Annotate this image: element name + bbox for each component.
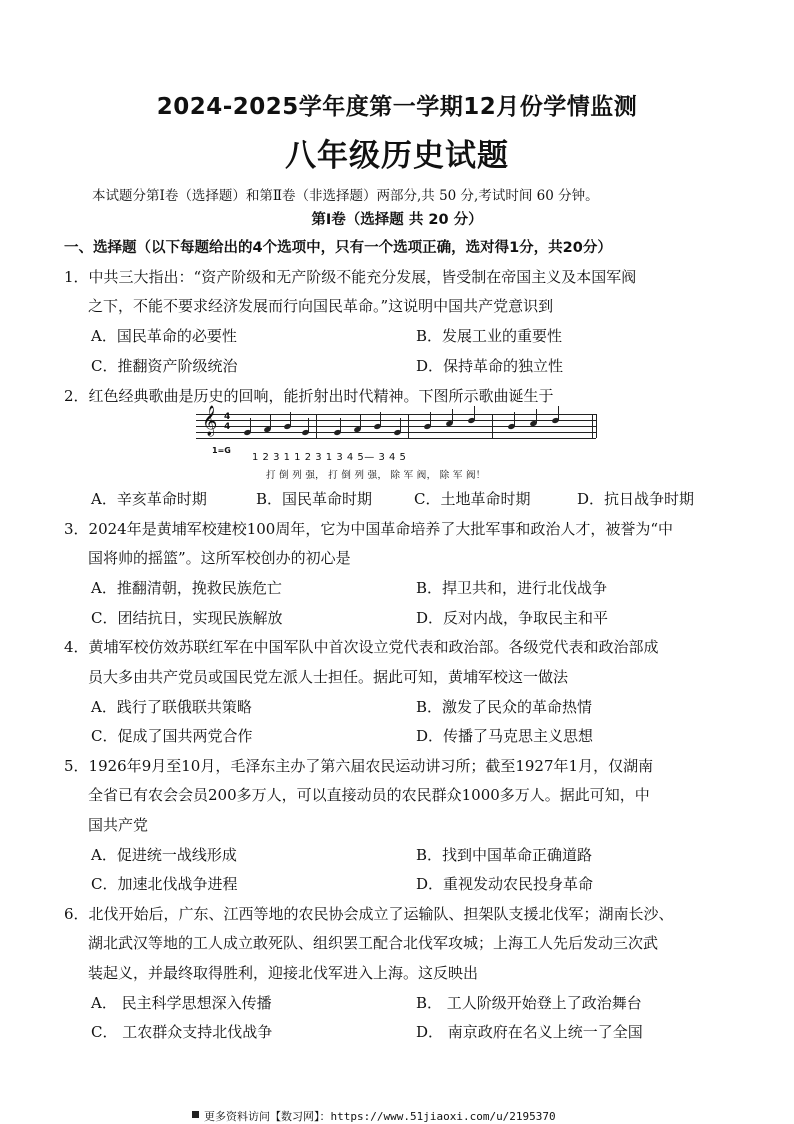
q1-option-d: D．保持革命的独立性	[416, 357, 564, 375]
q2-option-a: A．辛亥革命时期	[91, 490, 207, 508]
q4-option-c: C．促成了国共两党合作	[91, 727, 253, 745]
q4-option-a: A．践行了联俄联共策略	[91, 698, 252, 716]
q5-stem-line2: 全省已有农会会员200多万人，可以直接动员的农民群众1000多万人。据此可知，中	[88, 786, 650, 804]
q1-stem-line2: 之下，不能不要求经济发展而行向国民革命。”这说明中国共产党意识到	[88, 297, 554, 315]
music-key: 1=G	[212, 446, 231, 455]
time-signature: 4 4	[224, 412, 231, 432]
q4-stem-line1: 4．黄埔军校仿效苏联红军在中国军队中首次设立党代表和政治部。各级党代表和政治部成	[64, 638, 659, 656]
q1-option-b: B．发展工业的重要性	[416, 327, 563, 345]
q6-stem-line2: 湖北武汉等地的工人成立敢死队、组织罢工配合北伐军攻城；上海工人先后发动三次武	[88, 934, 659, 952]
q2-option-c: C．土地革命时期	[414, 490, 531, 508]
q5-option-c: C．加速北伐战争进程	[91, 875, 238, 893]
q4-stem-line2: 员大多由共产党员或国民党左派人士担任。据此可知，黄埔军校这一做法	[88, 668, 569, 686]
q5-option-d: D．重视发动农民投身革命	[416, 875, 594, 893]
q6-stem-line1: 6．北伐开始后，广东、江西等地的农民协会成立了运输队、担架队支援北伐军；湖南长沙、	[64, 905, 674, 923]
music-lyrics: 打 倒 列 强， 打 倒 列 强， 除 军 阀， 除 军 阀！	[266, 470, 486, 481]
q2-option-d: D．抗日战争时期	[577, 490, 695, 508]
q5-stem-line1: 5．1926年9月至10月，毛泽东主办了第六届农民运动讲习所；截至1927年1月，仅湖南	[64, 757, 654, 775]
q1-option-a: A．国民革命的必要性	[91, 327, 237, 345]
q6-option-b: B． 工人阶级开始登上了政治舞台	[416, 994, 642, 1012]
q2-stem-line1: 2．红色经典歌曲是历史的回响，能折射出时代精神。下图所示歌曲诞生于	[64, 387, 554, 405]
q3-stem-line2: 国将帅的摇篮”。这所军校创办的初心是	[88, 549, 351, 567]
q6-stem-line3: 装起义，并最终取得胜利，迎接北伐军进入上海。这反映出	[88, 964, 479, 982]
q4-option-b: B．激发了民众的革命热情	[416, 698, 593, 716]
music-numbered-notation: 1 2 3 1 1 2 3 1 3 4 5— 3 4 5	[252, 452, 407, 463]
q3-option-b: B．捍卫共和，进行北伐战争	[416, 579, 608, 597]
q1-option-c: C．推翻资产阶级统治	[91, 357, 238, 375]
exam-intro: 本试题分第Ⅰ卷（选择题）和第Ⅱ卷（非选择题）两部分,共 50 分,考试时间 60 分钟。	[92, 188, 599, 204]
flag-icon	[192, 1111, 199, 1118]
q4-option-d: D．传播了马克思主义思想	[416, 727, 594, 745]
q6-option-d: D． 南京政府在名义上统一了全国	[416, 1023, 643, 1041]
q5-option-b: B．找到中国革命正确道路	[416, 846, 593, 864]
part-heading: 第Ⅰ卷（选择题 共 20 分）	[311, 212, 483, 228]
q3-option-c: C．团结抗日，实现民族解放	[91, 609, 283, 627]
q3-stem-line1: 3．2024年是黄埔军校建校100周年，它为中国革命培养了大批军事和政治人才，被誉为“中	[64, 520, 674, 538]
q2-option-b: B．国民革命时期	[256, 490, 373, 508]
q1-stem-line1: 1．中共三大指出：“资产阶级和无产阶级不能充分发展，皆受制在帝国主义及本国军阀	[64, 268, 637, 286]
exam-title: 2024-2025学年度第一学期12月份学情监测	[156, 94, 638, 120]
q6-option-c: C． 工农群众支持北伐战争	[91, 1023, 273, 1041]
q6-option-a: A． 民主科学思想深入传播	[91, 994, 272, 1012]
q5-stem-line3: 国共产党	[88, 816, 149, 834]
footer-link[interactable]: 更多资料访问【数习网】：https://www.51jiaoxi.com/u/2195370	[204, 1110, 556, 1123]
treble-clef-icon: 𝄞	[202, 406, 218, 436]
section-heading: 一、选择题（以下每题给出的4个选项中，只有一个选项正确，选对得1分，共20分）	[64, 240, 612, 256]
exam-subject-title: 八年级历史试题	[285, 138, 509, 174]
q3-option-d: D．反对内战，争取民主和平	[416, 609, 609, 627]
q5-option-a: A．促进统一战线形成	[91, 846, 237, 864]
q3-option-a: A．推翻清朝，挽救民族危亡	[91, 579, 282, 597]
